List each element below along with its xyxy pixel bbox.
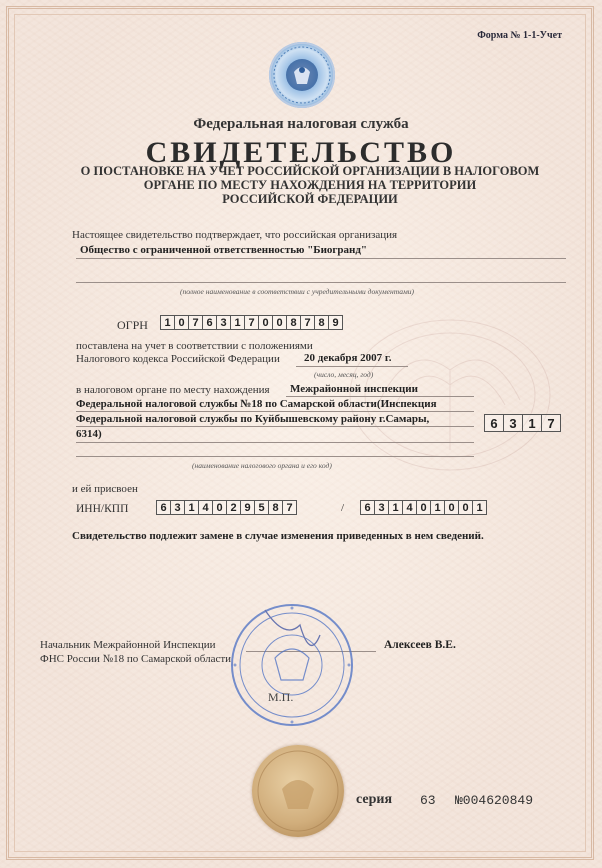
ogrn-digit: 9 xyxy=(328,315,343,330)
certificate-number: №004620849 xyxy=(455,793,534,808)
tax-office-hint: (наименование налогового органа и его код) xyxy=(192,461,332,470)
tax-office-code-boxes xyxy=(484,414,560,432)
chief-name: Алексеев В.Е. xyxy=(384,639,456,651)
kpp-digit: 0 xyxy=(416,500,431,515)
inn-digit: 5 xyxy=(254,500,269,515)
subtitle-line: О ПОСТАНОВКЕ НА УЧЕТ РОССИЙСКОЙ ОРГАНИЗАЦИИ В НАЛОГОВОМ xyxy=(80,164,540,178)
tax-office-code-digit: 3 xyxy=(503,414,523,432)
tax-code-text: Налогового кодекса Российской Федерации xyxy=(76,353,280,365)
inn-digit: 7 xyxy=(282,500,297,515)
divider xyxy=(76,426,474,427)
tax-office-name: Межрайонной инспекции xyxy=(290,383,418,395)
tax-office-code-digit: 6 xyxy=(484,414,504,432)
ogrn-digit: 8 xyxy=(314,315,329,330)
ogrn-digit: 3 xyxy=(216,315,231,330)
inn-boxes xyxy=(156,500,296,515)
divider xyxy=(76,456,474,457)
chief-position: ФНС России №18 по Самарской области xyxy=(40,653,232,665)
divider xyxy=(76,282,566,283)
divider xyxy=(76,411,474,412)
ogrn-digit: 0 xyxy=(272,315,287,330)
tax-office-intro: в налоговом органе по месту нахождения xyxy=(76,384,270,396)
divider xyxy=(76,442,474,443)
ogrn-digit: 0 xyxy=(258,315,273,330)
inn-digit: 0 xyxy=(212,500,227,515)
seal-place-label: М.П. xyxy=(268,690,294,704)
tax-office-code-digit: 7 xyxy=(541,414,561,432)
kpp-digit: 1 xyxy=(472,500,487,515)
date-hint: (число, месяц, год) xyxy=(314,370,374,379)
kpp-digit: 4 xyxy=(402,500,417,515)
tax-office-name: Федеральной налоговой службы №18 по Самарской области(Инспекция xyxy=(76,398,437,410)
ogrn-digit: 1 xyxy=(230,315,245,330)
ogrn-digit: 7 xyxy=(244,315,259,330)
ogrn-digit: 1 xyxy=(160,315,175,330)
form-number: Форма № 1-1-Учет xyxy=(477,30,562,41)
subtitle-line: ОРГАНЕ ПО МЕСТУ НАХОЖДЕНИЯ НА ТЕРРИТОРИИ xyxy=(143,178,477,192)
tax-office-name: Федеральной налоговой службы по Куйбышевскому району г.Самары, xyxy=(76,413,430,425)
org-name-hint: (полное наименование в соответствии с учредительными документами) xyxy=(180,287,414,296)
assigned-text: и ей присвоен xyxy=(72,483,138,495)
inn-digit: 4 xyxy=(198,500,213,515)
kpp-boxes xyxy=(360,500,486,515)
kpp-digit: 0 xyxy=(458,500,473,515)
ogrn-digit: 7 xyxy=(188,315,203,330)
official-stamp-icon xyxy=(225,600,360,730)
replacement-notice: Свидетельство подлежит замене в случае изменения приведенных в нем сведений. xyxy=(72,530,484,542)
ogrn-label: ОГРН xyxy=(117,318,148,332)
divider xyxy=(296,366,408,367)
watermark-eagle-icon xyxy=(340,310,560,480)
series-label: серия xyxy=(356,792,393,807)
divider xyxy=(76,258,566,259)
ogrn-digit: 0 xyxy=(174,315,189,330)
inn-digit: 8 xyxy=(268,500,283,515)
organization-name: Общество с ограниченной ответственностью "Биогранд" xyxy=(80,244,368,256)
certificate-title: СВИДЕТЕЛЬСТВО xyxy=(145,136,457,169)
kpp-digit: 1 xyxy=(388,500,403,515)
inn-kpp-separator: / xyxy=(341,502,345,514)
inn-digit: 6 xyxy=(156,500,171,515)
registered-text: поставлена на учет в соответствии с положениями xyxy=(76,340,313,352)
inn-digit: 1 xyxy=(184,500,199,515)
inn-digit: 2 xyxy=(226,500,241,515)
kpp-digit: 0 xyxy=(444,500,459,515)
tax-office-code-digit: 1 xyxy=(522,414,542,432)
inn-kpp-label: ИНН/КПП xyxy=(76,503,129,515)
divider xyxy=(286,396,474,397)
inn-digit: 3 xyxy=(170,500,185,515)
subtitle-line: РОССИЙСКОЙ ФЕДЕРАЦИИ xyxy=(222,192,398,206)
ogrn-boxes xyxy=(160,315,342,330)
chief-position: Начальник Межрайонной Инспекции xyxy=(40,639,216,651)
kpp-digit: 3 xyxy=(374,500,389,515)
ogrn-digit: 7 xyxy=(300,315,315,330)
registration-date: 20 декабря 2007 г. xyxy=(304,352,392,364)
certificate-subtitle xyxy=(80,164,540,206)
tax-office-name: 6314) xyxy=(76,428,102,440)
agency-name: Федеральная налоговая служба xyxy=(193,116,409,132)
ogrn-digit: 6 xyxy=(202,315,217,330)
gold-seal-icon xyxy=(252,745,344,837)
hologram-emblem-icon xyxy=(269,42,335,108)
kpp-digit: 1 xyxy=(430,500,445,515)
inn-digit: 9 xyxy=(240,500,255,515)
series-value: 63 xyxy=(420,793,436,808)
intro-text: Настоящее свидетельство подтверждает, что российская организация xyxy=(72,229,398,241)
ogrn-digit: 8 xyxy=(286,315,301,330)
kpp-digit: 6 xyxy=(360,500,375,515)
